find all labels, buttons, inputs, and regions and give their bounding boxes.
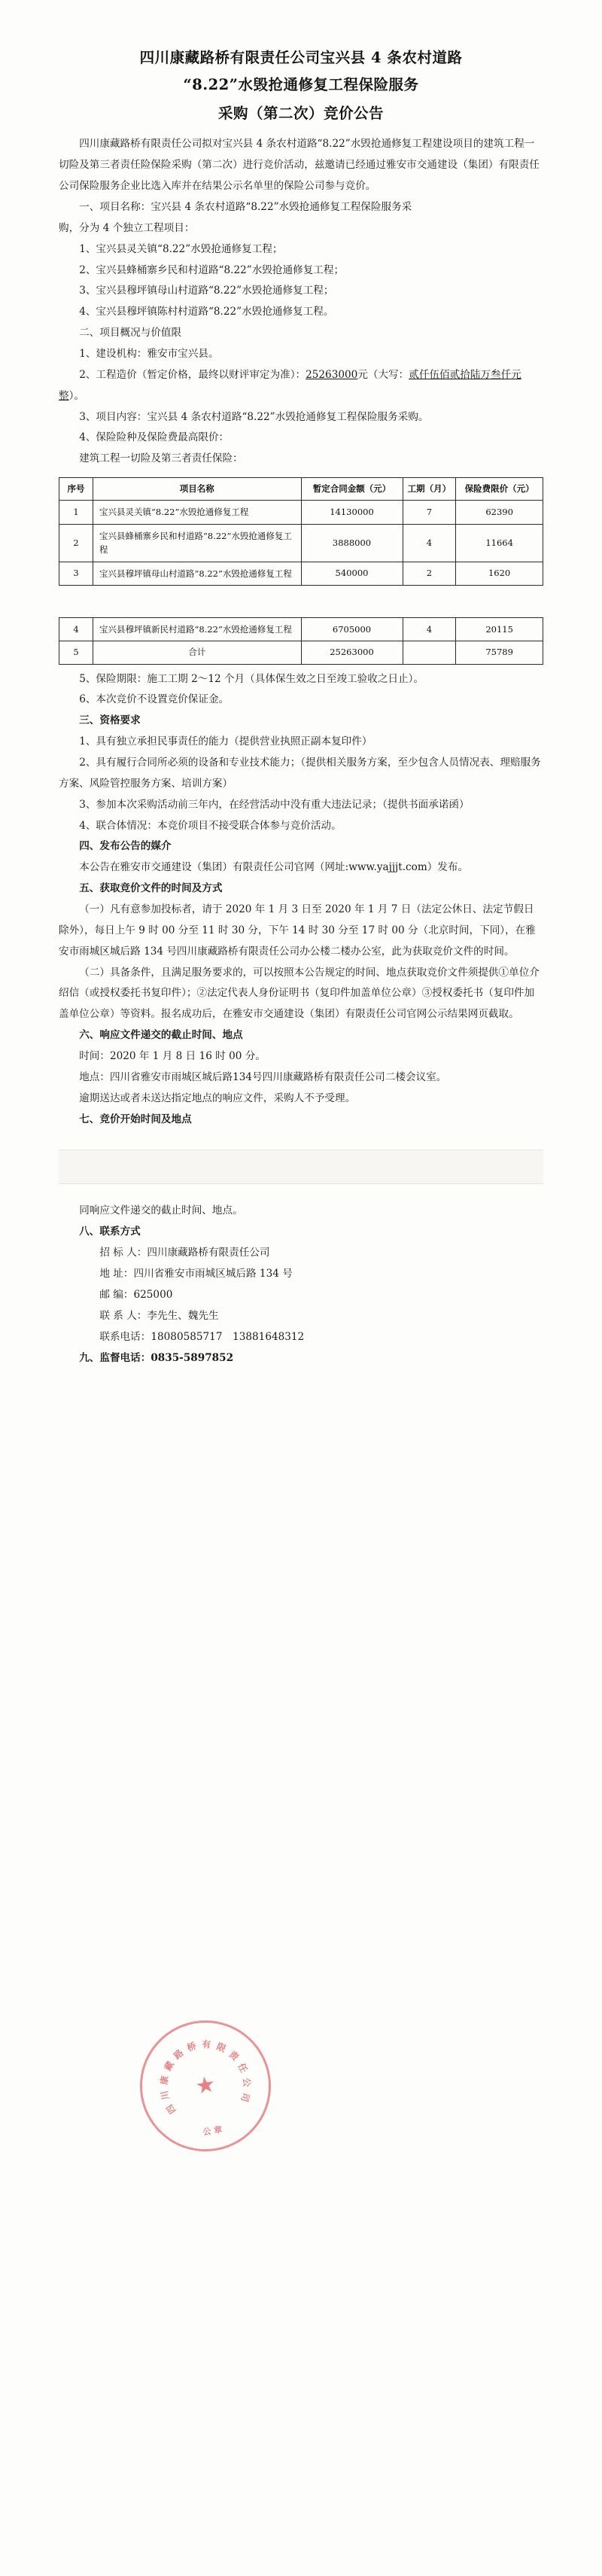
table-caption: 建筑工程一切险及第三者责任保险： <box>79 452 243 465</box>
section-5-paragraph-2: （二）具备条件，且满足服务要求的，可以按照本公告规定的时间、地点获取竞价文件须提供①单位介绍信（或授权委托书复印件）；②法定代表人身份证明书（复印件加盖单位公章）③授权委托书（复印件加盖单位公章）等资料。报名成功后，在雅安市交通建设（集团）有限责任公司官网公示结果网页截取。 <box>59 966 540 1021</box>
section-8-heading: 八、联系方式 <box>79 1226 141 1238</box>
cell-total-label: 合计 <box>93 641 302 664</box>
cell-duration: 2 <box>403 562 456 585</box>
section-1-heading-cont: 购，分为 4 个独立工程项目： <box>59 221 195 234</box>
cell-amount: 3888000 <box>301 524 403 562</box>
section-7-heading: 七、竞价开始时间及地点 <box>79 1113 192 1125</box>
cell-amount: 14130000 <box>301 501 403 524</box>
after-table-item-2: 6、本次竞价不设置竞价保证金。 <box>79 693 230 706</box>
cell-total-premium: 75789 <box>456 641 543 664</box>
cell-amount: 6705000 <box>301 617 403 641</box>
table-row <box>59 562 543 585</box>
section-7-text: 同响应文件递交的截止时间、地点。 <box>79 1204 243 1217</box>
section-3-item-4: 4、联合体情况：本竞价项目不接受联合体参与竞价活动。 <box>79 819 342 832</box>
contact-row-address <box>59 1264 543 1285</box>
cell-index: 3 <box>59 562 93 585</box>
section-3-item-3: 3、参加本次采购活动前三年内，在经营活动中没有重大违法记录；（提供书面承诺函） <box>79 798 470 811</box>
contact-row-postcode <box>59 1285 543 1306</box>
page-seam <box>59 1149 543 1184</box>
section-2-item-3: 3、项目内容：宝兴县 4 条农村道路“8.22”水毁抢通修复工程保险服务采购。 <box>79 410 429 423</box>
section-1-item-2: 2、宝兴县蜂桶寨乡民和村道路“8.22”水毁抢通修复工程； <box>79 263 345 276</box>
th-premium-cap: 保险费限价（元） <box>456 478 543 501</box>
cell-total-duration <box>403 641 456 664</box>
cell-premium: 62390 <box>456 501 543 524</box>
company-seal-stamp <box>130 2011 280 2160</box>
contact-value: 李先生、魏先生 <box>147 1309 219 1322</box>
section-1-item-4: 4、宝兴县穆坪镇陈村村道路“8.22”水毁抢通修复工程。 <box>79 306 334 318</box>
contact-row-bidder <box>59 1243 543 1264</box>
section-6-location: 地点：四川省雅安市雨城区城后路134号四川康藏路桥有限责任公司二楼会议室。 <box>79 1070 447 1083</box>
seal-arc-text: 四 川 康 藏 路 桥 有 限 责 任 公 司 <box>158 2039 253 2116</box>
contact-label: 联 系 人： <box>99 1309 147 1322</box>
cell-amount: 540000 <box>301 562 403 585</box>
contact-label: 邮 编： <box>99 1288 134 1301</box>
title-line-1: 四川康藏路桥有限责任公司宝兴县 4 条农村道路 <box>139 49 463 66</box>
document-title <box>59 45 543 126</box>
section-6-time: 时间：2020 年 1 月 8 日 16 时 00 分。 <box>79 1050 266 1063</box>
section-4-text: 本公告在雅安市交通建设（集团）有限责任公司官网（网址:www.yajjjt.com）发布。 <box>79 861 469 874</box>
section-2-item-2-mid: 元（大写： <box>357 368 409 381</box>
section-3-item-2: 2、具有履行合同所必须的设备和专业技术能力；（提供相关服务方案，至少包含人员情况表、理赔服务方案、风险管控服务方案、培训方案） <box>59 757 541 790</box>
table-header-row <box>59 478 543 501</box>
section-3-heading: 三、资格要求 <box>79 714 141 727</box>
contact-label: 地 址： <box>99 1268 134 1280</box>
contact-label: 联系电话： <box>99 1330 151 1343</box>
title-line-2: “8.22”水毁抢通修复工程保险服务 <box>183 76 419 94</box>
section-2-item-1: 1、建设机构：雅安市宝兴县。 <box>79 347 219 360</box>
contact-value: 四川省雅安市雨城区城后路 134 号 <box>133 1268 293 1280</box>
section-9-heading: 九、监督电话：0835-5897852 <box>79 1351 234 1364</box>
th-duration: 工期（月） <box>403 478 456 501</box>
section-2-item-2-pre: 2、工程造价（暂定价格，最终以财评审定为准）： <box>79 368 306 381</box>
cell-index: 5 <box>59 641 93 664</box>
section-2-heading: 二、项目概况与价值限 <box>79 327 182 340</box>
section-5-heading: 五、获取竞价文件的时间及方式 <box>79 882 223 895</box>
section-2-item-4: 4、保险险种及保险费最高限价： <box>79 431 230 444</box>
section-1-heading: 一、项目名称：宝兴县 4 条农村道路“8.22”水毁抢通修复工程保险服务采 <box>79 200 412 213</box>
intro-paragraph: 四川康藏路桥有限责任公司拟对宝兴县 4 条农村道路“8.22”水毁抢通修复工程建设项目的建筑工程一切险及第三者责任险保险采购（第二次）进行竞价活动，兹邀请已经通过雅安市交通建设（集团）有限责任公司保险服务企业比选入库并在结果公示名单里的保险公司参与竞价。 <box>59 138 540 193</box>
contact-block <box>59 1243 543 1347</box>
cell-index: 4 <box>59 617 93 641</box>
cell-premium: 1620 <box>456 562 543 585</box>
contract-amount-words: 贰仟伍佰贰拾陆万叁仟元整 <box>59 368 521 402</box>
pricing-table-part-1 <box>59 477 543 586</box>
section-4-heading: 四、发布公告的媒介 <box>79 840 172 853</box>
cell-duration: 7 <box>403 501 456 524</box>
pricing-table-continued <box>59 617 543 665</box>
th-index: 序号 <box>59 478 93 501</box>
section-6-note: 逾期送达或者未送达指定地点的响应文件，采购人不予受理。 <box>79 1092 356 1104</box>
cell-index: 2 <box>59 524 93 562</box>
section-6-heading: 六、响应文件递交的截止时间、地点 <box>79 1029 243 1042</box>
cell-index: 1 <box>59 501 93 524</box>
table-row <box>59 641 543 664</box>
section-1-item-1: 1、宝兴县灵关镇“8.22”水毁抢通修复工程； <box>79 242 283 255</box>
contact-row-person <box>59 1306 543 1327</box>
contact-value: 四川康藏路桥有限责任公司 <box>147 1247 270 1259</box>
cell-premium: 11664 <box>456 524 543 562</box>
contact-value: 625000 <box>133 1288 173 1301</box>
seal-star-icon: ★ <box>193 2071 217 2100</box>
section-2-item-2-post: ）。 <box>68 389 84 402</box>
contact-label: 招 标 人： <box>99 1247 147 1259</box>
footer-space <box>59 1369 543 1790</box>
pricing-table <box>59 477 543 586</box>
table-row <box>59 501 543 524</box>
cell-project-name: 宝兴县穆坪镇母山村道路“8.22”水毁抢通修复工程 <box>93 562 302 585</box>
th-project-name: 项目名称 <box>93 478 302 501</box>
contract-amount-value: 25263000 <box>306 368 358 381</box>
title-line-3: 采购（第二次）竞价公告 <box>217 105 384 123</box>
cell-project-name: 宝兴县灵关镇“8.22”水毁抢通修复工程 <box>93 501 302 524</box>
section-3-item-1: 1、具有独立承担民事责任的能力（提供营业执照正副本复印件） <box>79 735 372 748</box>
cell-total-amount: 25263000 <box>301 641 403 664</box>
cell-project-name: 宝兴县穆坪镇新民村道路“8.22”水毁抢通修复工程 <box>93 617 302 641</box>
cell-project-name: 宝兴县蜂桶寨乡民和村道路“8.22”水毁抢通修复工程 <box>93 524 302 562</box>
after-table-item-1: 5、保险期限：施工工期 2～12 个月（具体保生效之日至竣工验收之日止）。 <box>79 672 424 685</box>
section-5-paragraph-1: （一）凡有意参加投标者，请于 2020 年 1 月 3 日至 2020 年 1 月 7 日（法定公休日、法定节假日除外），每日上午 9 时 00 分至 11 时 30 分，下午 14 时 30 分至 17 时 00 分（北京时间，下同），在雅安市雨城区城后路 134 号四川康藏路桥有限责任公司办公楼二楼办公室，此为获取竞价文件的时间。 <box>59 903 536 958</box>
contact-value: 18080585717 13881648312 <box>150 1330 305 1343</box>
cell-duration: 4 <box>403 524 456 562</box>
seal-bottom-text: 公 章 <box>202 2124 223 2138</box>
table-row <box>59 617 543 641</box>
section-2-item-2 <box>59 365 543 407</box>
th-contract-amount: 暂定合同金额（元） <box>301 478 403 501</box>
table-row <box>59 524 543 562</box>
contact-row-phone <box>59 1327 543 1348</box>
pricing-table-part-2 <box>59 617 543 665</box>
cell-premium: 20115 <box>456 617 543 641</box>
cell-duration: 4 <box>403 617 456 641</box>
section-1-item-3: 3、宝兴县穆坪镇母山村道路“8.22”水毁抢通修复工程； <box>79 285 334 297</box>
